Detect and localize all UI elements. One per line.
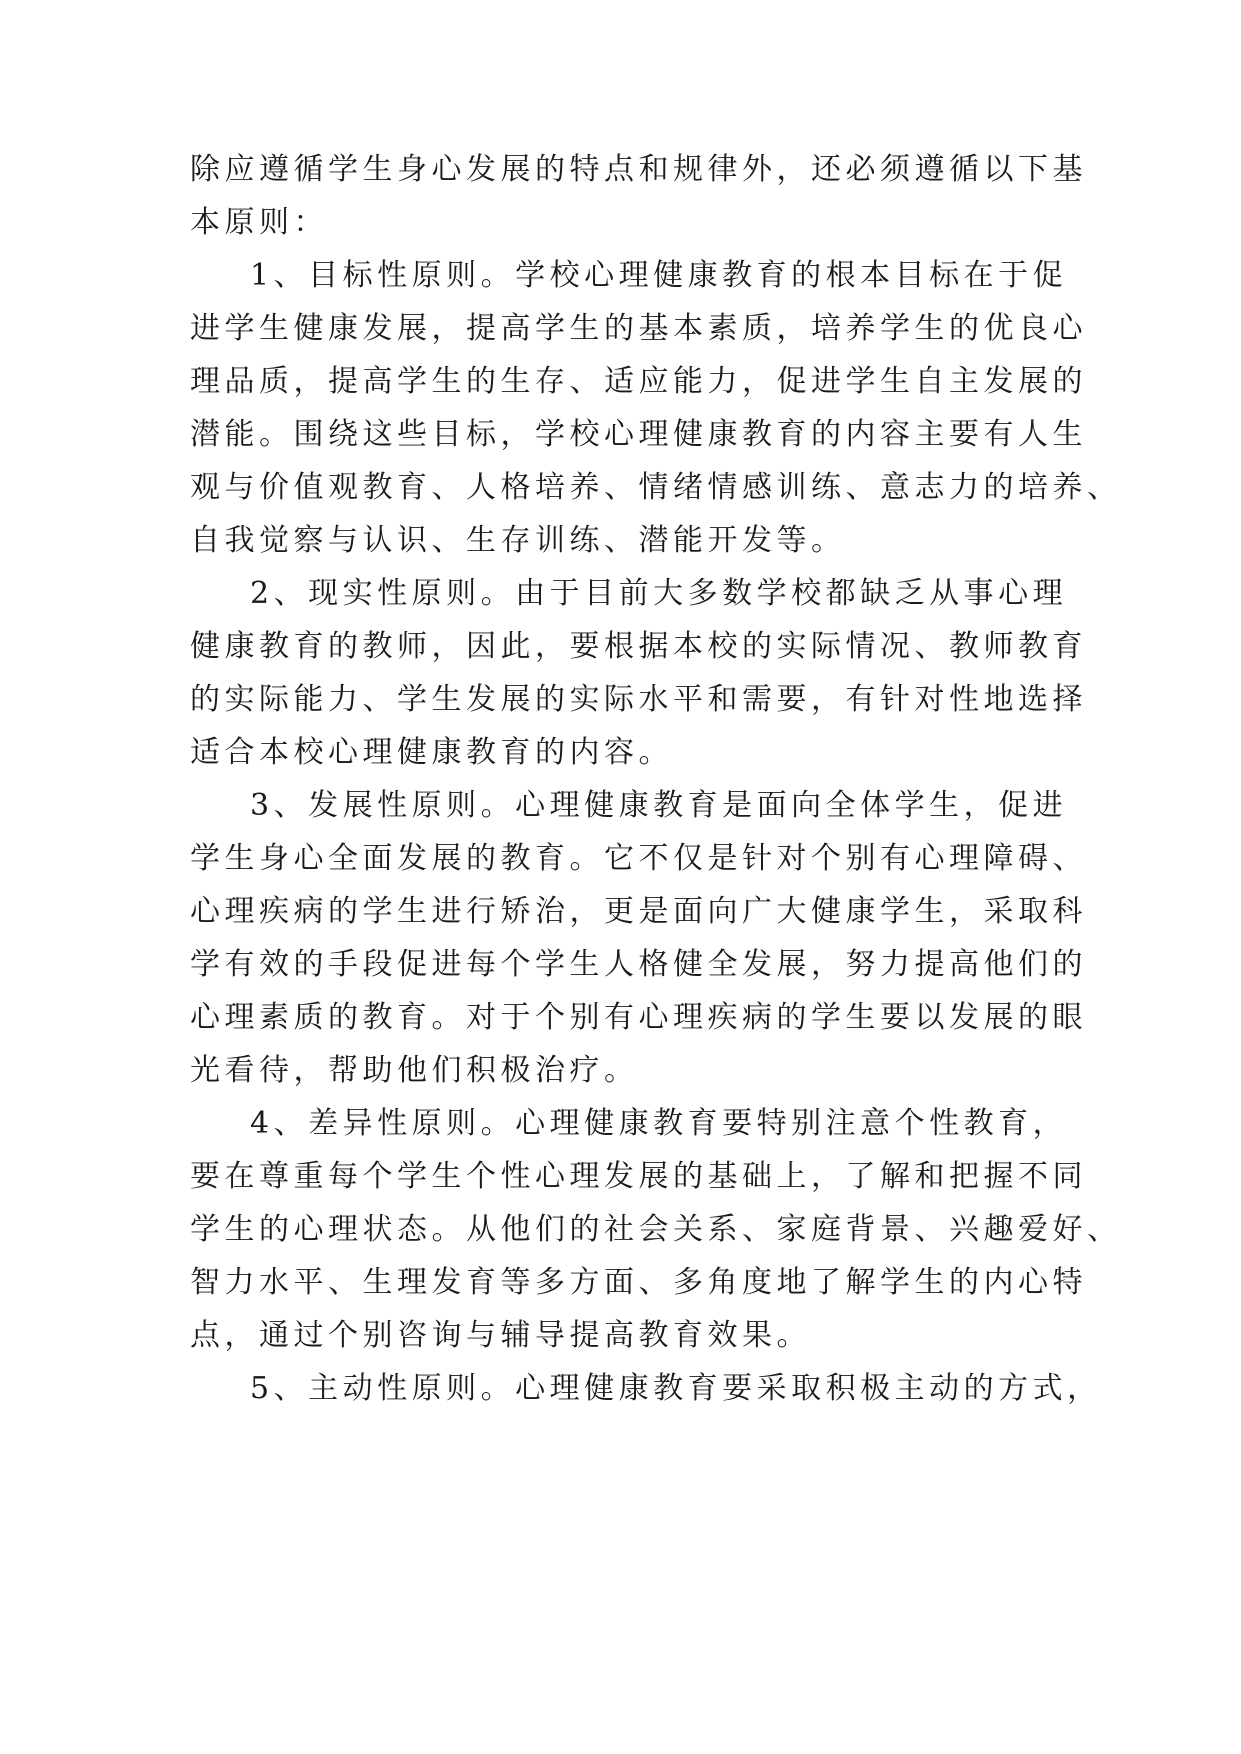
text-line: 适合本校心理健康教育的内容。 xyxy=(190,735,673,770)
text-line: 学有效的手段促进每个学生人格健全发展，努力提高他们的 xyxy=(190,947,1087,982)
text-line: 潜能。围绕这些目标，学校心理健康教育的内容主要有人生 xyxy=(190,417,1087,452)
text-line: 除应遵循学生身心发展的特点和规律外，还必须遵循以下基 xyxy=(190,152,1087,187)
text-line: 学生的心理状态。从他们的社会关系、家庭背景、兴趣爱好、 xyxy=(190,1212,1122,1247)
text-line: 观与价值观教育、人格培养、情绪情感训练、意志力的培养、 xyxy=(190,470,1122,505)
text-line: 光看待，帮助他们积极治疗。 xyxy=(190,1053,639,1088)
text-line: 理品质，提高学生的生存、适应能力，促进学生自主发展的 xyxy=(190,364,1087,399)
text-line: 智力水平、生理发育等多方面、多角度地了解学生的内心特 xyxy=(190,1265,1087,1300)
text-line: 要在尊重每个学生个性心理发展的基础上，了解和把握不同 xyxy=(190,1159,1087,1194)
paragraph-2-heading-line: 2、现实性原则。由于目前大多数学校都缺乏从事心理 xyxy=(250,576,1068,611)
text-line: 点，通过个别咨询与辅导提高教育效果。 xyxy=(190,1318,811,1353)
paragraph-3-heading-line: 3、发展性原则。心理健康教育是面向全体学生，促进 xyxy=(250,788,1068,823)
paragraph-4-heading-line: 4、差异性原则。心理健康教育要特别注意个性教育， xyxy=(250,1106,1068,1141)
text-line: 学生身心全面发展的教育。它不仅是针对个别有心理障碍、 xyxy=(190,841,1087,876)
text-line: 心理疾病的学生进行矫治，更是面向广大健康学生，采取科 xyxy=(190,894,1087,929)
paragraph-5-heading-line: 5、主动性原则。心理健康教育要采取积极主动的方式， xyxy=(250,1371,1102,1406)
text-line: 健康教育的教师，因此，要根据本校的实际情况、教师教育 xyxy=(190,629,1087,664)
text-line: 本原则： xyxy=(190,205,328,240)
text-line: 心理素质的教育。对于个别有心理疾病的学生要以发展的眼 xyxy=(190,1000,1087,1035)
text-line: 自我觉察与认识、生存训练、潜能开发等。 xyxy=(190,523,846,558)
paragraph-1-heading-line: 1、目标性原则。学校心理健康教育的根本目标在于促 xyxy=(250,258,1068,293)
text-line: 的实际能力、学生发展的实际水平和需要，有针对性地选择 xyxy=(190,682,1087,717)
text-line: 进学生健康发展，提高学生的基本素质，培养学生的优良心 xyxy=(190,311,1087,346)
